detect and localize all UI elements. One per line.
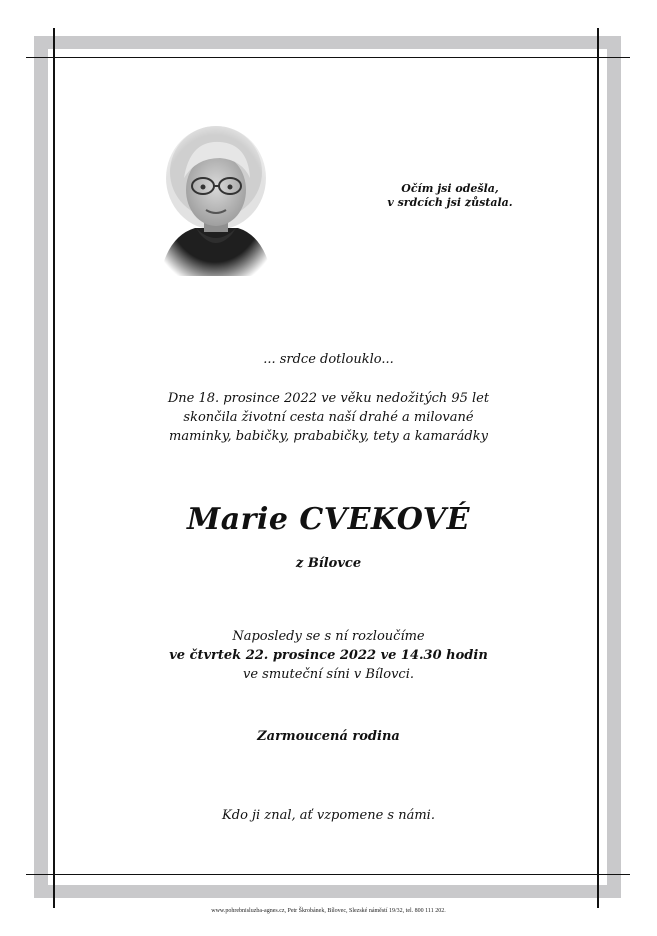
left-border-line	[53, 28, 55, 908]
funeral-details	[60, 627, 597, 684]
deceased-origin: z Bílovce	[295, 556, 362, 571]
portrait-photo	[150, 116, 280, 281]
mourners-signature: Zarmoucená rodina	[257, 729, 400, 744]
bottom-border-line	[26, 874, 630, 875]
inner-frame	[48, 49, 607, 885]
deceased-name: Marie CVEKOVÉ	[187, 502, 470, 537]
closing-line: Kdo ji znal, ať vzpomene s námi.	[222, 808, 435, 823]
announcement-line-3: maminky, babičky, prababičky, tety a kamarádky	[169, 429, 488, 444]
intro-text: ... srdce dotlouklo...	[263, 352, 394, 367]
top-border-line	[26, 57, 630, 58]
funeral-line-1: Naposledy se s ní rozloučíme	[232, 629, 425, 644]
epigraph-line-1: Očím jsi odešla,	[401, 182, 499, 195]
announcement-line-1: Dne 18. prosince 2022 ve věku nedožitých 95 let	[167, 391, 490, 406]
funeral-service-footer: www.pohrebnisluzba-agnes.cz, Petr Škrobánek, Bílovec, Slezské náměstí 19/32, tel. 800 111 202.	[211, 908, 446, 914]
right-border-line	[597, 28, 599, 908]
announcement-line-2: skončila životní cesta naší drahé a milované	[183, 410, 474, 425]
epigraph	[370, 182, 530, 210]
epigraph-line-2: v srdcích jsi zůstala.	[387, 196, 513, 209]
funeral-date-time: ve čtvrtek 22. prosince 2022 ve 14.30 hodin	[169, 648, 488, 663]
funeral-place: ve smuteční síni v Bílovci.	[243, 667, 414, 682]
death-announcement	[60, 389, 597, 446]
